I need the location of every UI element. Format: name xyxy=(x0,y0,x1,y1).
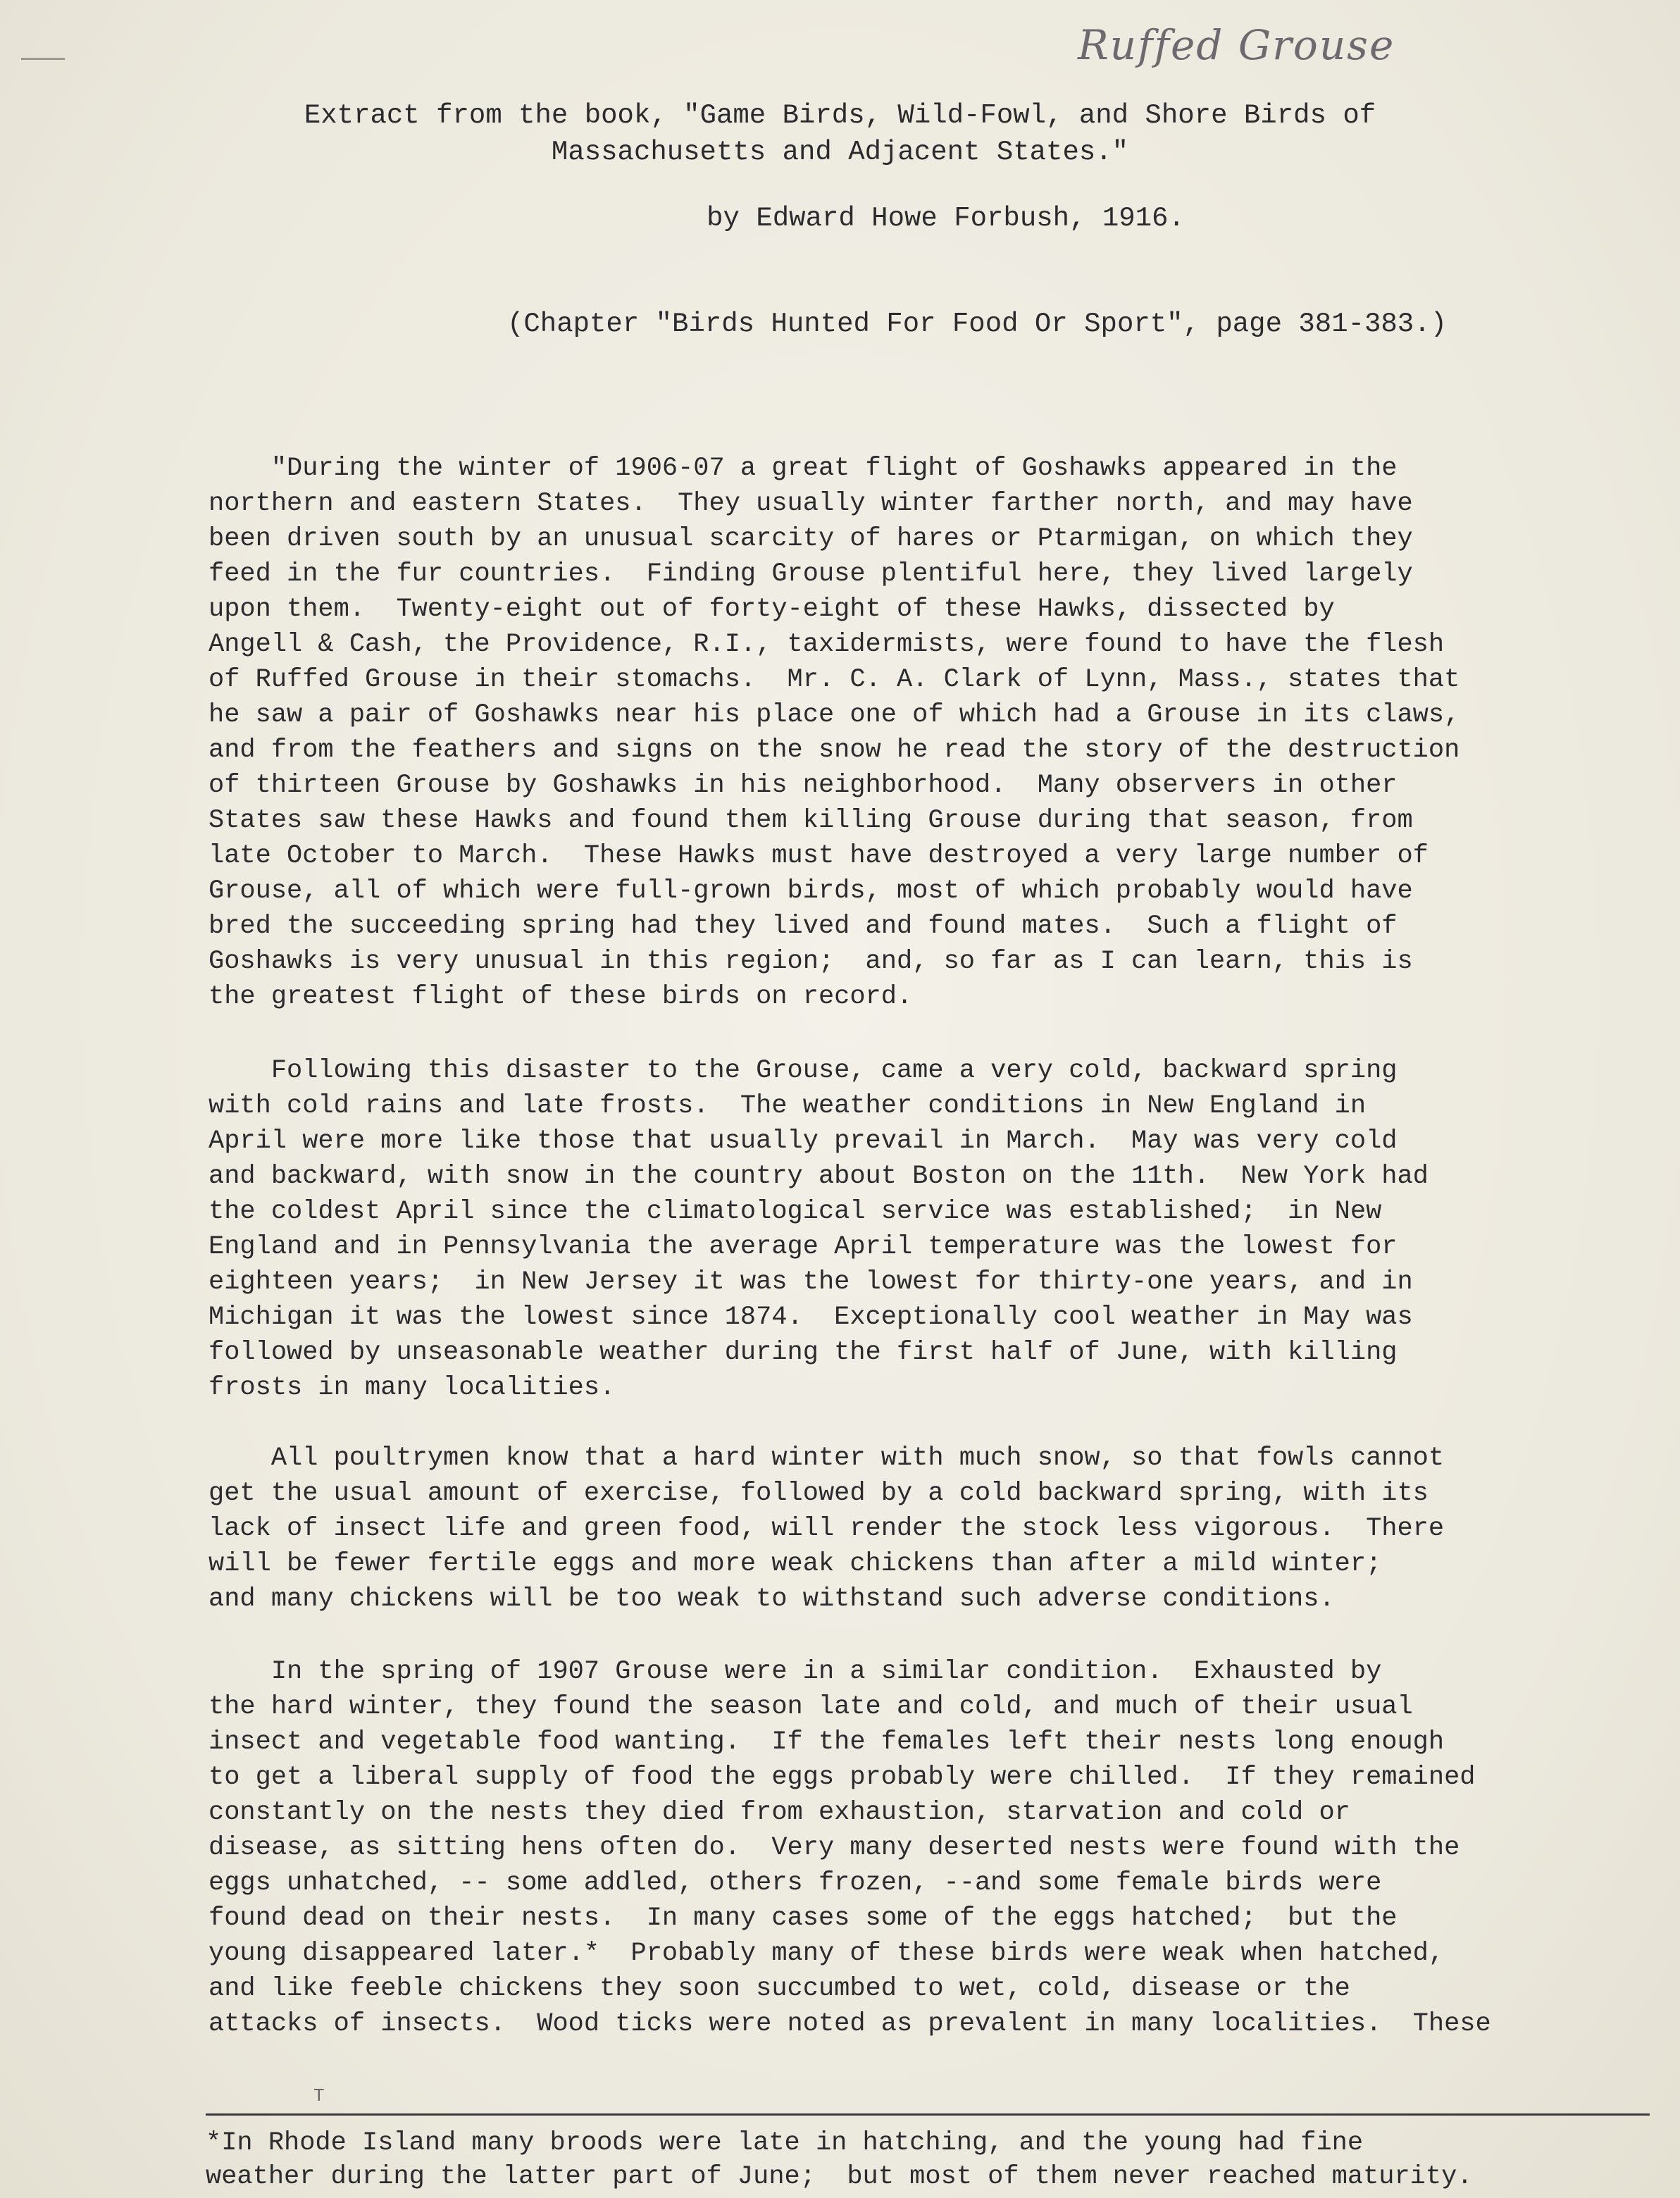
chapter-reference: (Chapter "Birds Hunted For Food Or Sport", page 381-383.) xyxy=(507,309,1448,340)
text-line: States saw these Hawks and found them killing Grouse during that season, from xyxy=(209,806,1413,836)
footnote-line: *In Rhode Island many broods were late in hatching, and the young had fine xyxy=(206,2128,1364,2158)
paragraph-2 xyxy=(209,1053,1653,1405)
text-line: insect and vegetable food wanting. If the females left their nests long enough xyxy=(209,1727,1445,1757)
author-line: by Edward Howe Forbush, 1916. xyxy=(707,203,1185,234)
text-line: get the usual amount of exercise, followed by a cold backward spring, with its xyxy=(209,1479,1429,1508)
paragraph-1 xyxy=(209,451,1653,1014)
footnote xyxy=(206,2126,1657,2194)
text-line: and from the feathers and signs on the snow he read the story of the destruction xyxy=(209,735,1460,765)
text-line: found dead on their nests. In many cases some of the eggs hatched; but the xyxy=(209,1904,1398,1933)
text-line: Angell & Cash, the Providence, R.I., taxidermists, were found to have the flesh xyxy=(209,630,1445,659)
document-title xyxy=(0,97,1680,170)
text-line: feed in the fur countries. Finding Grouse plentiful here, they lived largely xyxy=(209,559,1413,589)
text-line: with cold rains and late frosts. The weather conditions in New England in xyxy=(209,1091,1367,1121)
handwritten-note: Ruffed Grouse xyxy=(1078,21,1395,69)
text-line: lack of insect life and green food, will render the stock less vigorous. There xyxy=(209,1514,1445,1544)
text-line: disease, as sitting hens often do. Very many deserted nests were found with the xyxy=(209,1833,1460,1863)
footnote-line: weather during the latter part of June; but most of them never reached maturity. xyxy=(206,2162,1473,2192)
text-line: April were more like those that usually prevail in March. May was very cold xyxy=(209,1126,1398,1156)
text-line: and backward, with snow in the country about Boston on the 11th. New York had xyxy=(209,1162,1429,1191)
text-line: the coldest April since the climatological service was established; in New xyxy=(209,1197,1382,1227)
text-line: he saw a pair of Goshawks near his place one of which had a Grouse in its claws, xyxy=(209,700,1460,730)
text-line: constantly on the nests they died from exhaustion, starvation and cold or xyxy=(209,1798,1350,1827)
footnote-rule-mark: T xyxy=(313,2085,325,2106)
text-line: attacks of insects. Wood ticks were noted as prevalent in many localities. These xyxy=(209,2009,1491,2039)
footnote-divider xyxy=(206,2113,1650,2116)
title-line: Massachusetts and Adjacent States." xyxy=(551,137,1129,168)
title-line: Extract from the book, "Game Birds, Wild-Fowl, and Shore Birds of xyxy=(304,100,1376,131)
text-line: northern and eastern States. They usually winter farther north, and may have xyxy=(209,489,1413,519)
paragraph-3 xyxy=(209,1441,1653,1617)
text-line: upon them. Twenty-eight out of forty-eight of these Hawks, dissected by xyxy=(209,595,1335,624)
paragraph-4 xyxy=(209,1654,1653,2042)
text-line: Grouse, all of which were full-grown birds, most of which probably would have xyxy=(209,876,1413,906)
text-line: bred the succeeding spring had they lived and found mates. Such a flight of xyxy=(209,912,1398,941)
text-line: and like feeble chickens they soon succumbed to wet, cold, disease or the xyxy=(209,1974,1350,2004)
margin-mark xyxy=(21,58,65,60)
text-line: In the spring of 1907 Grouse were in a similar condition. Exhausted by xyxy=(209,1657,1382,1687)
text-line: late October to March. These Hawks must have destroyed a very large number of xyxy=(209,841,1429,871)
text-line: eighteen years; in New Jersey it was the lowest for thirty-one years, and in xyxy=(209,1267,1413,1297)
text-line: of Ruffed Grouse in their stomachs. Mr. C. A. Clark of Lynn, Mass., states that xyxy=(209,665,1460,695)
text-line: "During the winter of 1906-07 a great flight of Goshawks appeared in the xyxy=(209,454,1398,483)
text-line: Following this disaster to the Grouse, came a very cold, backward spring xyxy=(209,1056,1398,1086)
text-line: frosts in many localities. xyxy=(209,1373,616,1403)
text-line: the greatest flight of these birds on record. xyxy=(209,982,913,1012)
text-line: followed by unseasonable weather during the first half of June, with killing xyxy=(209,1338,1398,1367)
text-line: England and in Pennsylvania the average April temperature was the lowest for xyxy=(209,1232,1398,1262)
text-line: of thirteen Grouse by Goshawks in his neighborhood. Many observers in other xyxy=(209,771,1398,800)
text-line: All poultrymen know that a hard winter with much snow, so that fowls cannot xyxy=(209,1443,1445,1473)
text-line: to get a liberal supply of food the eggs probably were chilled. If they remained xyxy=(209,1763,1476,1792)
text-line: been driven south by an unusual scarcity of hares or Ptarmigan, on which they xyxy=(209,524,1413,554)
text-line: will be fewer fertile eggs and more weak chickens than after a mild winter; xyxy=(209,1549,1382,1579)
text-line: Michigan it was the lowest since 1874. Exceptionally cool weather in May was xyxy=(209,1303,1413,1332)
text-line: Goshawks is very unusual in this region; and, so far as I can learn, this is xyxy=(209,947,1413,976)
text-line: the hard winter, they found the season late and cold, and much of their usual xyxy=(209,1692,1413,1722)
text-line: eggs unhatched, -- some addled, others frozen, --and some female birds were xyxy=(209,1868,1382,1898)
text-line: young disappeared later.* Probably many of these birds were weak when hatched, xyxy=(209,1939,1445,1968)
text-line: and many chickens will be too weak to withstand such adverse conditions. xyxy=(209,1584,1335,1614)
